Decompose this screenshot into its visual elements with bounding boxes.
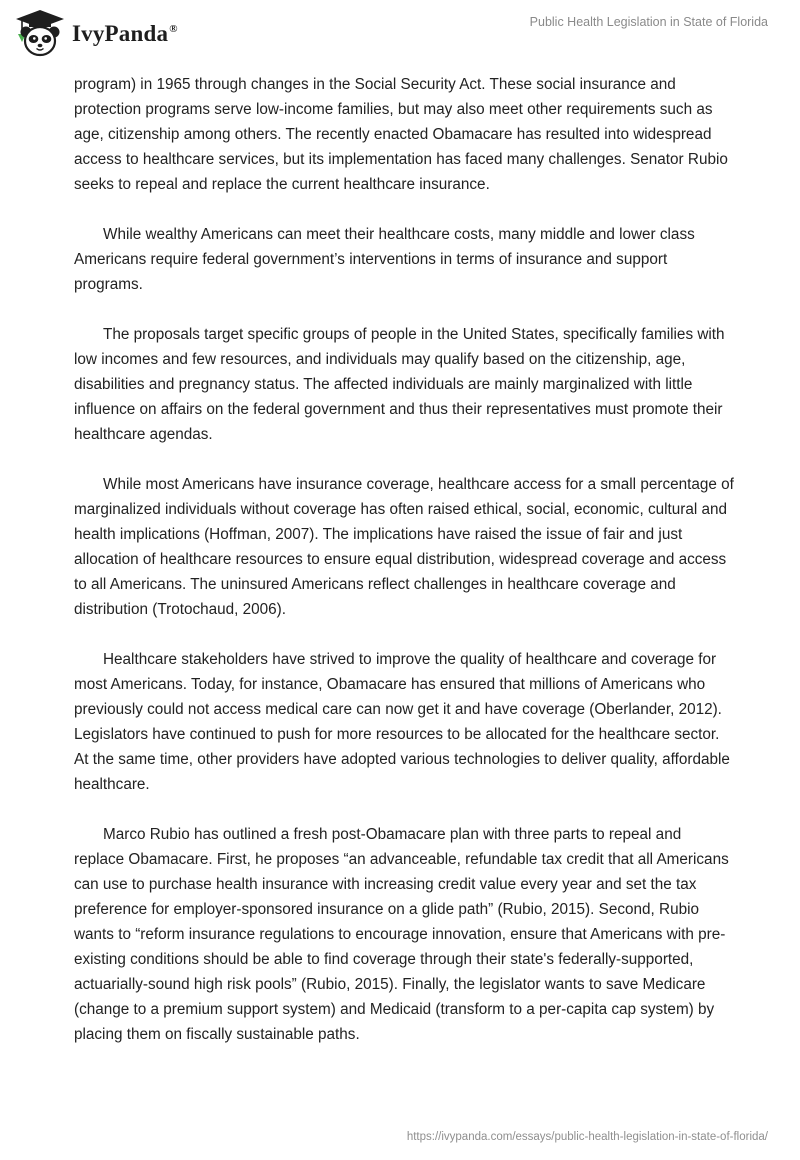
- source-url[interactable]: https://ivypanda.com/essays/public-health-legislation-in-state-of-florida/: [406, 1131, 768, 1143]
- paragraph: Marco Rubio has outlined a fresh post-Obamacare plan with three parts to repeal and replace Obamacare. First, he proposes “an advanceable, refundable tax credit that all Americans can use to purchase health insurance with increasing credit value every year and set the tax preference for employer-sponsored insurance on a glide path” (Rubio, 2015). Second, Rubio wants to “reform insurance regulations to encourage innovation, ensure that Americans with pre-existing conditions should be able to find coverage through their state's federally-supported, actuarially-sound high risk pools” (Rubio, 2015). Finally, the legislator wants to save Medicare (change to a premium support system) and Medicaid (transform to a per-capita cap system) by placing them on fiscally sustainable paths.: [74, 826, 729, 1043]
- panda-graduate-icon: [14, 8, 66, 58]
- ivypanda-logo[interactable]: [14, 8, 178, 58]
- paragraph: The proposals target specific groups of people in the United States, specifically families with low incomes and few resources, and individuals may qualify based on the citizenship, age, disabilities and pregnancy status. The affected individuals are mainly marginalized with little influence on affairs on the federal government and thus their representatives must promote their healthcare agendas.: [74, 326, 725, 443]
- paragraph: program) in 1965 through changes in the Social Security Act. These social insurance and protection programs serve low-income families, but may also meet other requirements such as age, citizenship among others. The recently enacted Obamacare has resulted into widespread access to healthcare services, but its implementation has faced many challenges. Senator Rubio seeks to repeal and replace the current healthcare insurance.: [74, 76, 728, 193]
- logo-wordmark: IvyPanda®: [72, 21, 178, 46]
- page-header: [0, 0, 800, 70]
- paragraph: While wealthy Americans can meet their healthcare costs, many middle and lower class Americans require federal government’s interventions in terms of insurance and support programs.: [74, 226, 695, 293]
- paragraph: While most Americans have insurance coverage, healthcare access for a small percentage of marginalized individuals without coverage has often raised ethical, social, economic, cultural and health implications (Hoffman, 2007). The implications have raised the issue of fair and just allocation of healthcare resources to ensure equal distribution, widespread coverage and access to all Americans. The uninsured Americans reflect challenges in healthcare coverage and distribution (Trotochaud, 2006).: [74, 476, 734, 618]
- paragraph: Healthcare stakeholders have strived to improve the quality of healthcare and coverage for most Americans. Today, for instance, Obamacare has ensured that millions of Americans who previously could not access medical care can now get it and have coverage (Oberlander, 2012). Legislators have continued to push for more resources to be allocated for the healthcare sector. At the same time, other providers have adopted various technologies to deliver quality, affordable healthcare.: [74, 651, 730, 793]
- essay-body: [74, 72, 734, 1072]
- document-title: Public Health Legislation in State of Florida: [529, 15, 768, 29]
